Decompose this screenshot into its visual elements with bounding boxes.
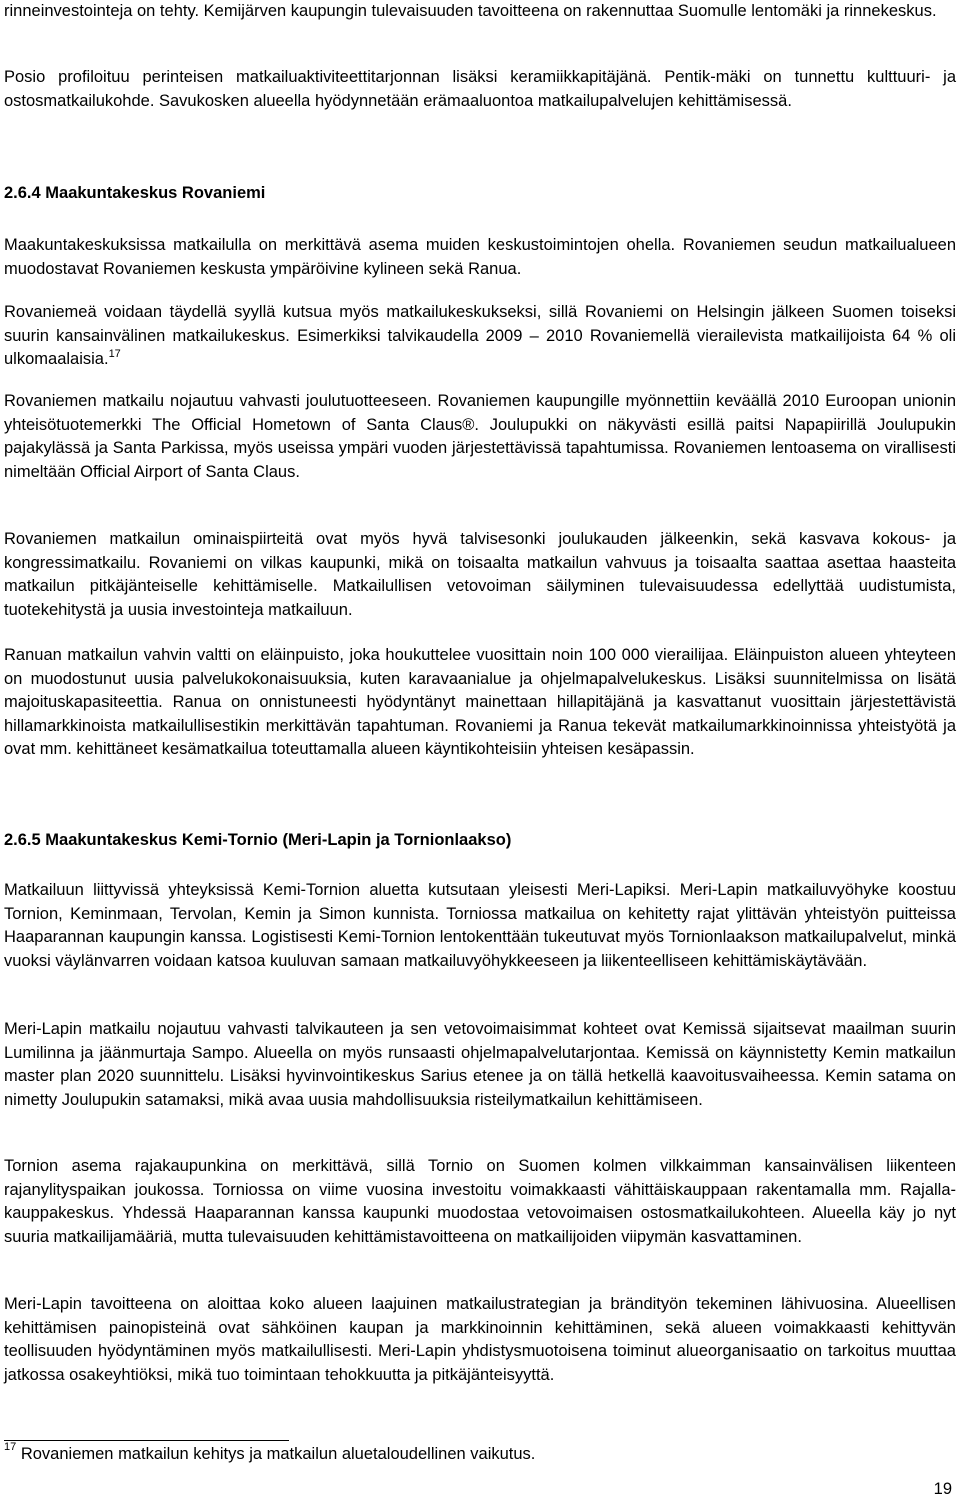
- paragraph-5: Rovaniemen matkailu nojautuu vahvasti joulutuotteeseen. Rovaniemen kaupungille myönnettiin keväällä 2010 Euroopan unionin yhteisötuotemerkki The Official Hometown of Santa Claus®. Joulupukki on näkyvästi esillä paitsi Napapiirillä Joulupukin pajakylässä ja Santa Parkissa, myös useissa ympäri vuoden järjestettävissä tapahtumissa. Rovaniemen lentoasema on virallisesti nimeltään Official Airport of Santa Claus.: [4, 392, 956, 481]
- footnote-text: Rovaniemen matkailun kehitys ja matkailun aluetaloudellinen vaikutus.: [20, 1445, 536, 1463]
- page-number: 19: [933, 1480, 952, 1498]
- paragraph-7: Ranuan matkailun vahvin valtti on eläinpuisto, joka houkuttelee vuosittain noin 100 000 vierailijaa. Eläinpuiston alueen yhteyteen on muodostunut uusia palvelukokonaisuuksia, kuten karavaanialue ja ohjelmapalvelukeskus. Lisäksi suunnitelmissa on lisätä majoituskapasiteettia. Ranua on onnistuneesti hyödyntänyt mainettaan hillapitäjänä ja kasvattanut vuosittain järjestettävistä hillamarkkinoista matkailullisestikin merkittävän tapahtuman. Rovaniemi ja Ranua tekevät matkailumarkkinoinnissa yhteistyötä ja ovat mm. kehittäneet kesämatkailua toteuttamalla alueen käyntikohteisiin yhteisen kesäpassin.: [4, 646, 956, 758]
- footnote: [4, 1443, 956, 1467]
- footnote-separator: [4, 1440, 289, 1441]
- section-heading-2-6-5: 2.6.5 Maakuntakeskus Kemi-Tornio (Meri-Lapin ja Tornionlaakso): [4, 831, 512, 849]
- paragraph-3: Maakuntakeskuksissa matkailulla on merkittävä asema muiden keskustoimintojen ohella. Rovaniemen seudun matkailualueen muodostavat Rovaniemen keskusta ympäröivine kylineen sekä Ranua.: [4, 236, 956, 278]
- footnote-reference: 17: [108, 348, 121, 360]
- paragraph-11: Meri-Lapin tavoitteena on aloittaa koko alueen laajuinen matkailustrategian ja brändityön tekeminen lähivuosina. Alueellisen kehittämisen painopisteinä ovat sähköinen kaupan ja markkinoinnin kehittäminen, sekä alueen voimakkaasti kehittyvän teollisuuden hyödyntäminen myös matkailullisesti. Meri-Lapin yhdistysmuotoisena toiminut alueorganisaatio on tarkoitus muuttaa jatkossa osakeyhtiöksi, mikä tuo toimintaan tehokkuutta ja pitkäjänteisyyttä.: [4, 1295, 956, 1384]
- footnote-number: 17: [4, 1441, 17, 1453]
- paragraph-10: Tornion asema rajakaupunkina on merkittävä, sillä Tornio on Suomen kolmen vilkkaimman kansainvälisen liikenteen rajanylityspaikan joukossa. Torniossa on viime vuosina investoitu voimakkaasti vähittäiskauppaan rakentamalla mm. Rajalla-kauppakeskus. Yhdessä Haaparannan kanssa kaupunki muodostaa vetovoimaisen ostosmatkailukohteen. Alueella käy jo nyt suuria matkailijamääriä, mutta tulevaisuuden kehittämistavoitteena on matkailijoiden viipymän kasvattaminen.: [4, 1157, 956, 1246]
- paragraph-2: Posio profiloituu perinteisen matkailuaktiviteettitarjonnan lisäksi keramiikkapitäjänä. Pentik-mäki on tunnettu kulttuuri- ja ostosmatkailukohde. Savukosken alueella hyödynnetään erämaaluontoa matkailupalvelujen kehittämisessä.: [4, 68, 956, 110]
- paragraph-4-text: Rovaniemeä voidaan täydellä syyllä kutsua myös matkailukeskukseksi, sillä Rovaniemi on Helsingin jälkeen Suomen toiseksi suurin kansainvälinen matkailukeskus. Esimerkiksi talvikaudella 2009 – 2010 Rovaniemellä vierailevista matkailijoista 64 % oli ulkomaalaisia.: [4, 303, 956, 368]
- section-heading-2-6-4: 2.6.4 Maakuntakeskus Rovaniemi: [4, 184, 266, 202]
- paragraph-9: Meri-Lapin matkailu nojautuu vahvasti talvikauteen ja sen vetovoimaisimmat kohteet ovat Kemissä sijaitsevat maailman suurin Lumilinna ja jäänmurtaja Sampo. Alueella on myös runsaasti ohjelmapalvelutarjontaa. Kemissä on käynnistetty Kemin matkailun master plan 2020 suunnittelu. Lisäksi hyvinvointikeskus Sarius etenee ja on tällä hetkellä kaavoitusvaiheessa. Kemin satama on nimetty Joulupukin satamaksi, mikä avaa uusia mahdollisuuksia risteilymatkailun kehittämiseen.: [4, 1020, 956, 1109]
- paragraph-1: rinneinvestointeja on tehty. Kemijärven kaupungin tulevaisuuden tavoitteena on rakennuttaa Suomulle lentomäki ja rinnekeskus.: [4, 2, 937, 20]
- paragraph-6: Rovaniemen matkailun ominaispiirteitä ovat myös hyvä talvisesonki joulukauden jälkeenkin, sekä kasvava kokous- ja kongressimatkailu. Rovaniemi on vilkas kaupunki, mikä on toisaalta matkailun vahvuus ja toisaalta saattaa asettaa haasteita matkailun pitkäjänteiselle kehittämiselle. Matkailullisen vetovoiman säilyminen tulevaisuudessa edellyttää uudistumista, tuotekehitystä ja uusia investointeja matkailuun.: [4, 530, 956, 619]
- paragraph-4: [4, 301, 956, 372]
- paragraph-8: Matkailuun liittyvissä yhteyksissä Kemi-Tornion aluetta kutsutaan yleisesti Meri-Lapiksi. Meri-Lapin matkailuvyöhyke koostuu Tornion, Keminmaan, Tervolan, Kemin ja Simon kunnista. Torniossa matkailua on kehitetty rajat ylittävän yhteistyön puitteissa Haaparannan kaupungin kanssa. Logistisesti Kemi-Tornion lentokenttään tukeutuvat myös Tornionlaakson matkailupalvelut, minkä vuoksi väylänvarren voidaan katsoa kuuluvan samaan matkailuvyöhykkeeseen ja liikenteelliseen kehittämiskäytävään.: [4, 881, 956, 970]
